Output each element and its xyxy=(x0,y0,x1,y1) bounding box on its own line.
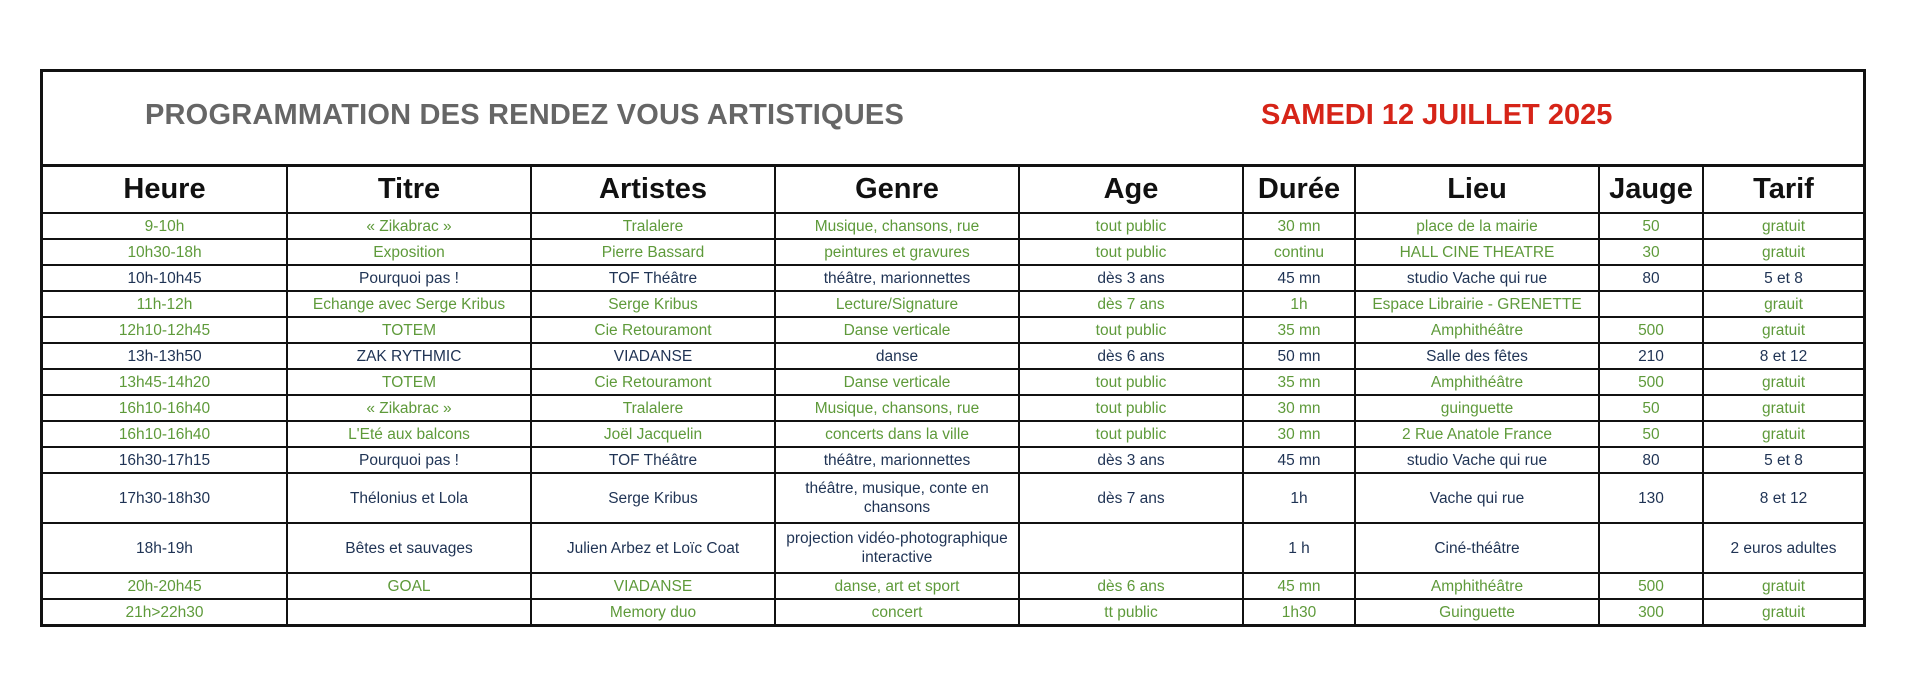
cell-genre: concerts dans la ville xyxy=(775,421,1019,447)
cell-venue: 2 Rue Anatole France xyxy=(1355,421,1599,447)
cell-age xyxy=(1019,523,1243,573)
column-header: Titre xyxy=(287,167,531,213)
cell-title: Bêtes et sauvages xyxy=(287,523,531,573)
cell-duration: 30 mn xyxy=(1243,213,1355,239)
cell-artists: Serge Kribus xyxy=(531,291,775,317)
cell-title: Echange avec Serge Kribus xyxy=(287,291,531,317)
cell-time: 18h-19h xyxy=(43,523,287,573)
table-row xyxy=(43,265,1863,291)
cell-capacity: 130 xyxy=(1599,473,1703,523)
table-row xyxy=(43,395,1863,421)
cell-price: gratuit xyxy=(1703,239,1863,265)
cell-price: 5 et 8 xyxy=(1703,265,1863,291)
cell-time: 13h45-14h20 xyxy=(43,369,287,395)
event-date: SAMEDI 12 JUILLET 2025 xyxy=(1261,99,1613,131)
cell-time: 16h10-16h40 xyxy=(43,421,287,447)
cell-duration: 45 mn xyxy=(1243,573,1355,599)
schedule-table xyxy=(43,167,1863,624)
table-row xyxy=(43,523,1863,573)
cell-venue: Amphithéâtre xyxy=(1355,369,1599,395)
table-row xyxy=(43,213,1863,239)
table-row xyxy=(43,599,1863,624)
cell-age: tout public xyxy=(1019,395,1243,421)
cell-artists: Cie Retouramont xyxy=(531,369,775,395)
cell-venue: studio Vache qui rue xyxy=(1355,447,1599,473)
cell-price: gratuit xyxy=(1703,421,1863,447)
column-header: Artistes xyxy=(531,167,775,213)
column-header: Genre xyxy=(775,167,1019,213)
cell-duration: 30 mn xyxy=(1243,421,1355,447)
cell-artists: Joël Jacquelin xyxy=(531,421,775,447)
cell-price: gratuit xyxy=(1703,395,1863,421)
cell-capacity: 80 xyxy=(1599,447,1703,473)
cell-age: tout public xyxy=(1019,317,1243,343)
cell-artists: TOF Théâtre xyxy=(531,265,775,291)
cell-venue: Amphithéâtre xyxy=(1355,573,1599,599)
column-header: Tarif xyxy=(1703,167,1863,213)
cell-price: gratuit xyxy=(1703,369,1863,395)
cell-price: gratuit xyxy=(1703,573,1863,599)
cell-genre: projection vidéo-photographique interactive xyxy=(775,523,1019,573)
cell-artists: Memory duo xyxy=(531,599,775,624)
table-row xyxy=(43,447,1863,473)
cell-title: TOTEM xyxy=(287,317,531,343)
cell-capacity: 500 xyxy=(1599,573,1703,599)
cell-duration: 35 mn xyxy=(1243,369,1355,395)
table-row xyxy=(43,369,1863,395)
cell-price: 2 euros adultes xyxy=(1703,523,1863,573)
cell-age: dès 3 ans xyxy=(1019,447,1243,473)
cell-genre: Lecture/Signature xyxy=(775,291,1019,317)
cell-title: Thélonius et Lola xyxy=(287,473,531,523)
cell-duration: 1h xyxy=(1243,473,1355,523)
cell-capacity: 50 xyxy=(1599,395,1703,421)
cell-artists: Cie Retouramont xyxy=(531,317,775,343)
column-header: Lieu xyxy=(1355,167,1599,213)
cell-age: tt public xyxy=(1019,599,1243,624)
schedule-body xyxy=(43,213,1863,624)
cell-genre: théâtre, marionnettes xyxy=(775,265,1019,291)
cell-venue: place de la mairie xyxy=(1355,213,1599,239)
cell-age: tout public xyxy=(1019,213,1243,239)
cell-age: dès 3 ans xyxy=(1019,265,1243,291)
cell-artists: Tralalere xyxy=(531,395,775,421)
table-row xyxy=(43,573,1863,599)
cell-price: gratuit xyxy=(1703,317,1863,343)
cell-artists: Pierre Bassard xyxy=(531,239,775,265)
cell-venue: Ciné-théâtre xyxy=(1355,523,1599,573)
cell-time: 17h30-18h30 xyxy=(43,473,287,523)
cell-duration: continu xyxy=(1243,239,1355,265)
cell-time: 21h>22h30 xyxy=(43,599,287,624)
cell-price: grauit xyxy=(1703,291,1863,317)
cell-time: 20h-20h45 xyxy=(43,573,287,599)
cell-time: 16h10-16h40 xyxy=(43,395,287,421)
cell-capacity: 50 xyxy=(1599,421,1703,447)
table-row xyxy=(43,291,1863,317)
table-row xyxy=(43,421,1863,447)
cell-capacity: 50 xyxy=(1599,213,1703,239)
cell-artists: Serge Kribus xyxy=(531,473,775,523)
cell-duration: 30 mn xyxy=(1243,395,1355,421)
cell-duration: 1h30 xyxy=(1243,599,1355,624)
cell-capacity: 500 xyxy=(1599,369,1703,395)
cell-age: tout public xyxy=(1019,421,1243,447)
cell-title: ZAK RYTHMIC xyxy=(287,343,531,369)
cell-price: 8 et 12 xyxy=(1703,473,1863,523)
cell-price: 5 et 8 xyxy=(1703,447,1863,473)
table-row xyxy=(43,239,1863,265)
cell-duration: 1 h xyxy=(1243,523,1355,573)
cell-venue: Guinguette xyxy=(1355,599,1599,624)
cell-title: Pourquoi pas ! xyxy=(287,447,531,473)
cell-capacity xyxy=(1599,291,1703,317)
cell-capacity: 210 xyxy=(1599,343,1703,369)
column-header: Jauge xyxy=(1599,167,1703,213)
cell-capacity xyxy=(1599,523,1703,573)
table-row xyxy=(43,317,1863,343)
cell-time: 11h-12h xyxy=(43,291,287,317)
header-row xyxy=(43,167,1863,213)
cell-price: gratuit xyxy=(1761,603,1806,621)
cell-age: dès 7 ans xyxy=(1019,473,1243,523)
cell-genre: Danse verticale xyxy=(775,317,1019,343)
cell-time: 10h30-18h xyxy=(43,239,287,265)
cell-artists: VIADANSE xyxy=(531,343,775,369)
cell-duration: 50 mn xyxy=(1243,343,1355,369)
table-row xyxy=(43,473,1863,523)
cell-age: dès 6 ans xyxy=(1019,573,1243,599)
cell-title: L'Eté aux balcons xyxy=(287,421,531,447)
page-title: PROGRAMMATION DES RENDEZ VOUS ARTISTIQUES xyxy=(145,99,905,131)
title-row xyxy=(43,72,1863,167)
cell-venue: Salle des fêtes xyxy=(1355,343,1599,369)
cell-price: gratuit xyxy=(1703,213,1863,239)
cell-age: dès 7 ans xyxy=(1019,291,1243,317)
cell-age: dès 6 ans xyxy=(1019,343,1243,369)
cell-capacity: 300 xyxy=(1599,599,1703,624)
cell-capacity: 30 xyxy=(1599,239,1703,265)
cell-venue: guinguette xyxy=(1355,395,1599,421)
cell-genre: Musique, chansons, rue xyxy=(775,395,1019,421)
cell-artists: TOF Théâtre xyxy=(531,447,775,473)
cell-capacity: 80 xyxy=(1599,265,1703,291)
cell-artists: VIADANSE xyxy=(531,573,775,599)
cell-title: GOAL xyxy=(287,573,531,599)
cell-genre: théâtre, marionnettes xyxy=(775,447,1019,473)
cell-time: 9-10h xyxy=(43,213,287,239)
cell-genre: peintures et gravures xyxy=(775,239,1019,265)
column-header: Heure xyxy=(43,167,287,213)
cell-time: 16h30-17h15 xyxy=(43,447,287,473)
cell-capacity: 500 xyxy=(1599,317,1703,343)
cell-venue: Espace Librairie - GRENETTE xyxy=(1355,291,1599,317)
cell-duration: 45 mn xyxy=(1243,265,1355,291)
column-header: Age xyxy=(1019,167,1243,213)
cell-age: tout public xyxy=(1019,239,1243,265)
cell-title: TOTEM xyxy=(287,369,531,395)
cell-genre: concert xyxy=(775,599,1019,624)
cell-genre: danse xyxy=(775,343,1019,369)
cell-title: Exposition xyxy=(287,239,531,265)
cell-age: tout public xyxy=(1019,369,1243,395)
cell-genre: Musique, chansons, rue xyxy=(775,213,1019,239)
cell-time: 13h-13h50 xyxy=(43,343,287,369)
schedule-sheet xyxy=(40,69,1866,627)
cell-genre: danse, art et sport xyxy=(775,573,1019,599)
cell-duration: 35 mn xyxy=(1243,317,1355,343)
cell-title: Pourquoi pas ! xyxy=(287,265,531,291)
cell-title xyxy=(287,599,531,624)
cell-duration: 45 mn xyxy=(1243,447,1355,473)
cell-time: 12h10-12h45 xyxy=(43,317,287,343)
cell-genre: théâtre, musique, conte en chansons xyxy=(775,473,1019,523)
cell-venue: Vache qui rue xyxy=(1355,473,1599,523)
cell-title: « Zikabrac » xyxy=(287,213,531,239)
cell-title: « Zikabrac » xyxy=(287,395,531,421)
cell-duration: 1h xyxy=(1243,291,1355,317)
cell-artists: Tralalere xyxy=(531,213,775,239)
cell-venue: HALL CINE THEATRE xyxy=(1355,239,1599,265)
column-header: Durée xyxy=(1243,167,1355,213)
cell-artists: Julien Arbez et Loïc Coat xyxy=(531,523,775,573)
table-row xyxy=(43,343,1863,369)
cell-time: 10h-10h45 xyxy=(43,265,287,291)
cell-price: 8 et 12 xyxy=(1703,343,1863,369)
cell-genre: Danse verticale xyxy=(775,369,1019,395)
cell-venue: Amphithéâtre xyxy=(1355,317,1599,343)
cell-venue: studio Vache qui rue xyxy=(1355,265,1599,291)
